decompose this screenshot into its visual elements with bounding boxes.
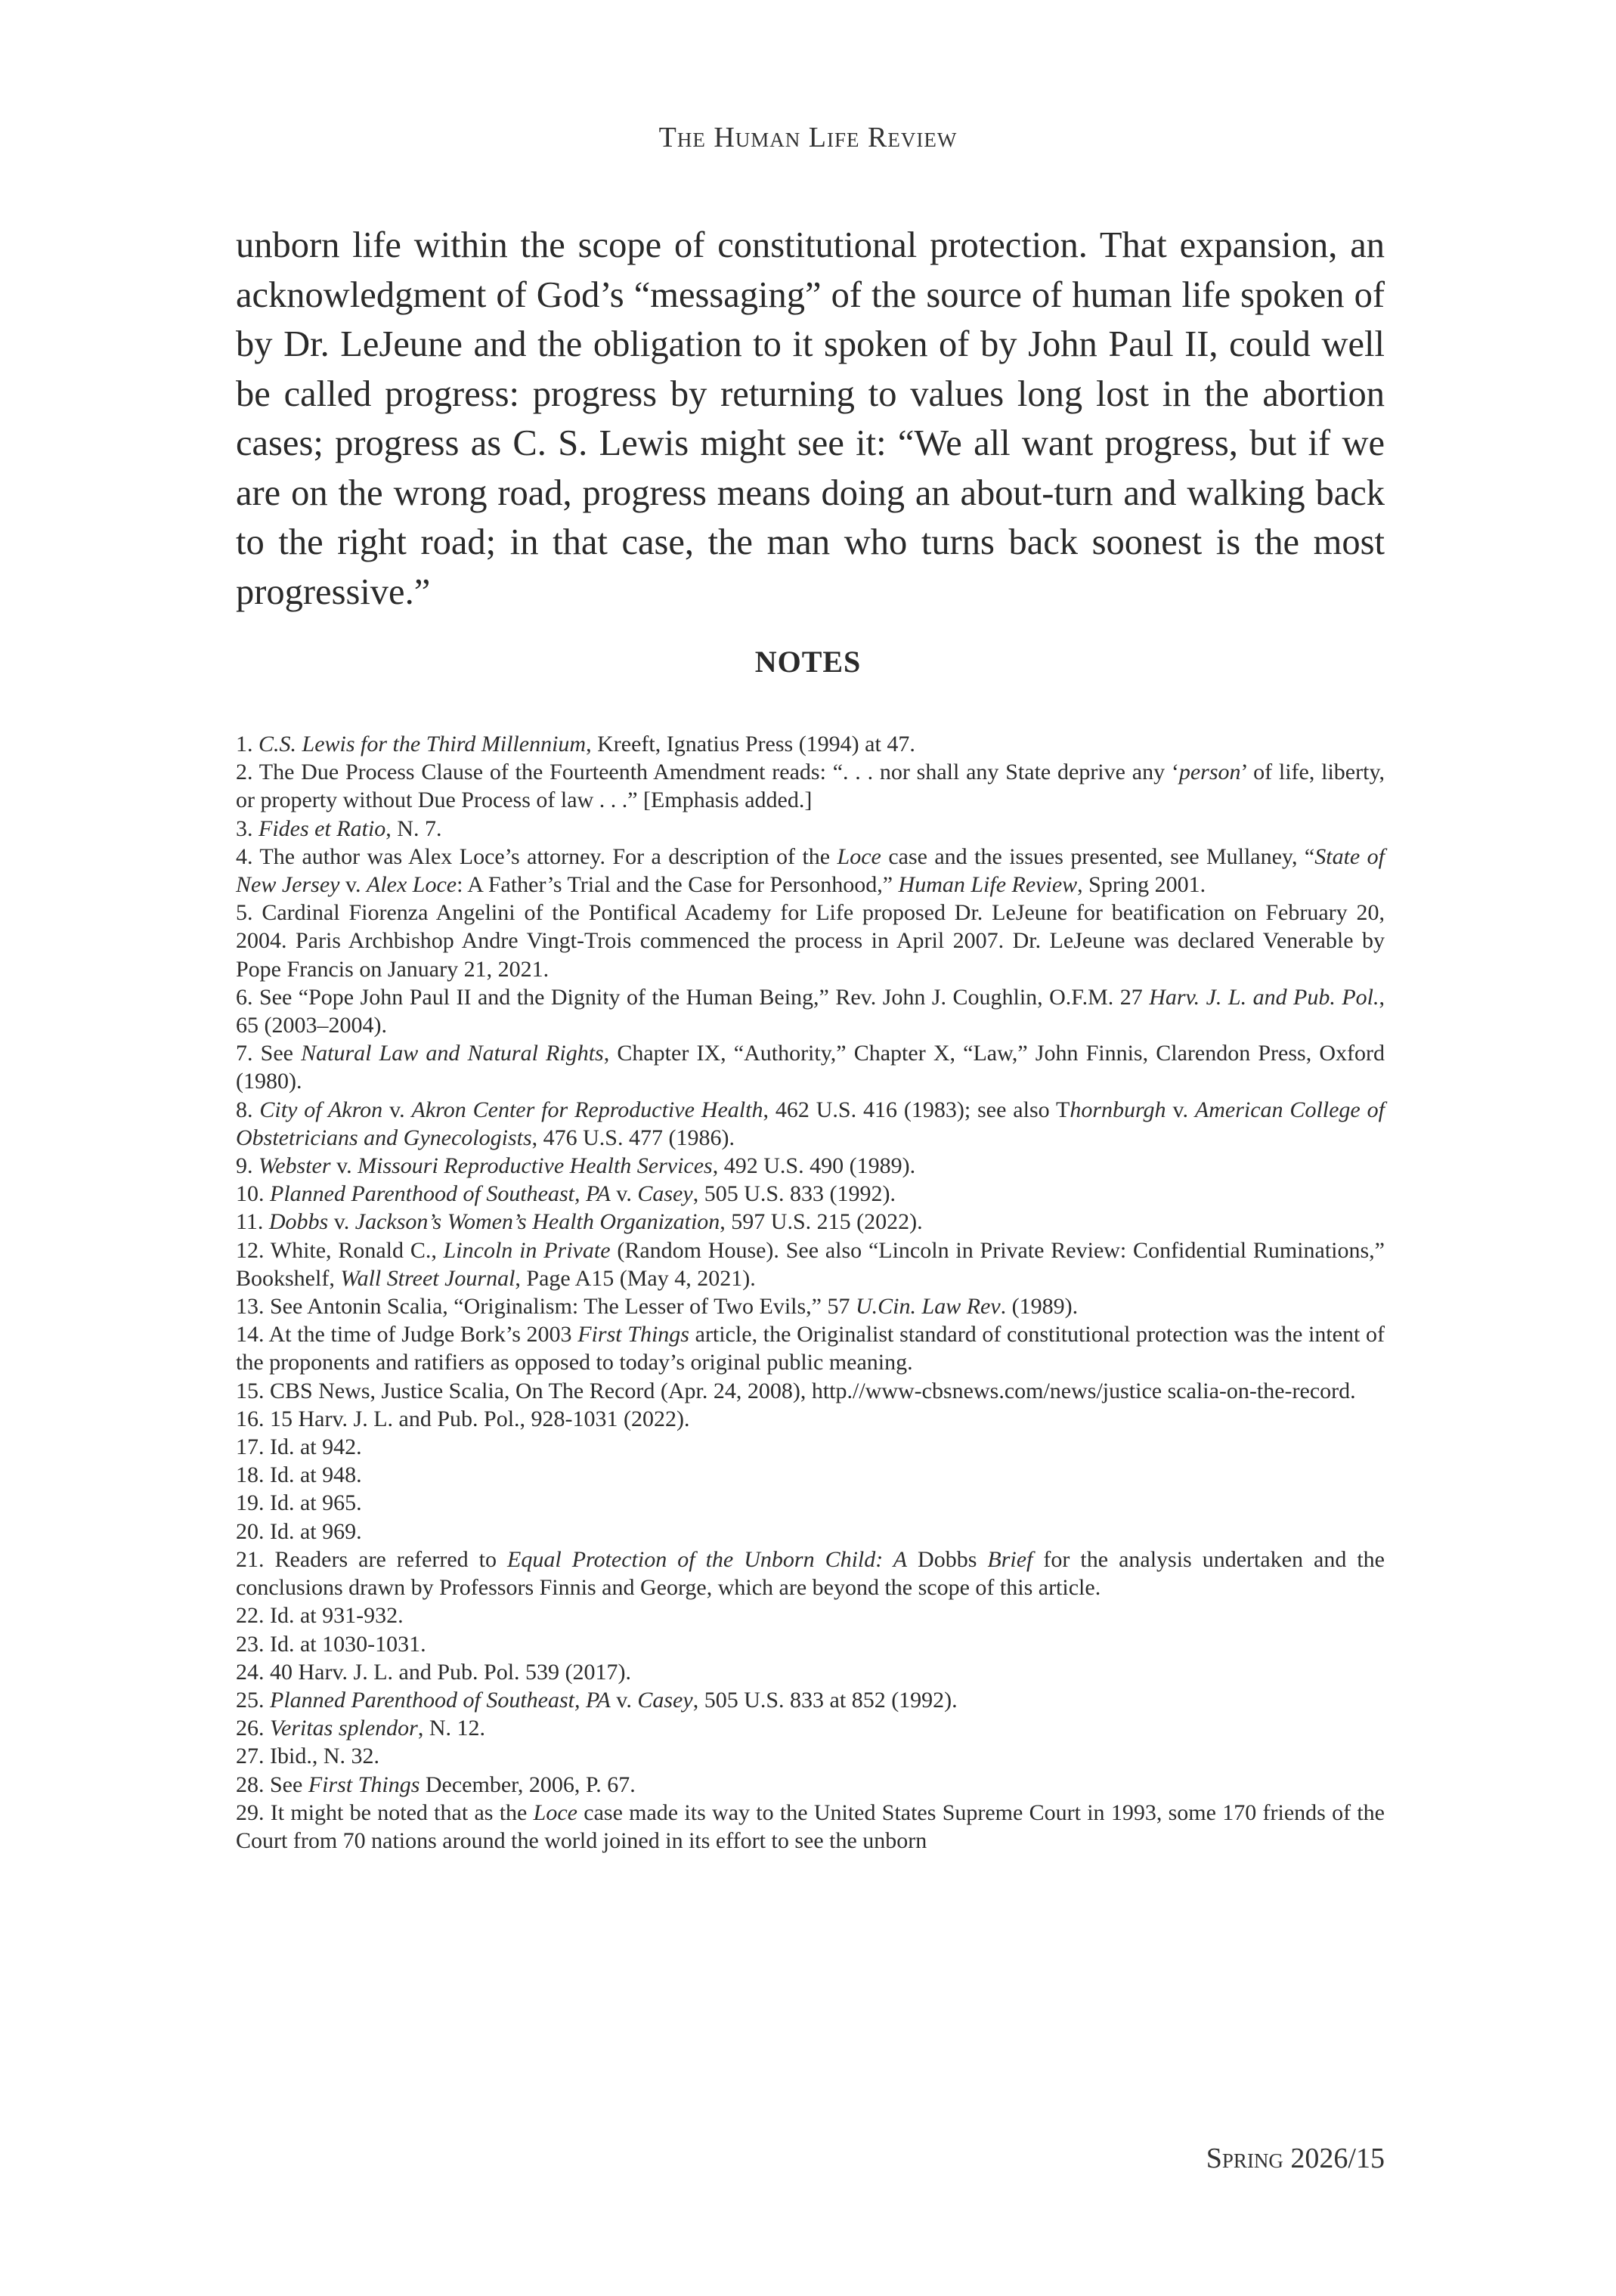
note-text: case made its way to the United States Supreme Court in 1993, some 170 friends of the Court from 70 nations around the world joined in its effort to see the unborn: [236, 1799, 1385, 1853]
note-text: (Random House). See also “Lincoln in Private Review: Confidential Ruminations,” Bookshelf,: [236, 1237, 1385, 1291]
note-text: 18. Id. at 948.: [236, 1462, 362, 1488]
note-text: , 597 U.S. 215 (2022).: [720, 1209, 923, 1235]
note-italic-text: Loce: [837, 843, 881, 869]
note-text: v.: [339, 872, 367, 898]
note-item: [236, 1292, 1385, 1320]
note-text: 12. White, Ronald C.,: [236, 1237, 444, 1263]
note-italic-text: Planned Parenthood of Southeast, PA: [270, 1181, 611, 1207]
note-item: [236, 1152, 1385, 1180]
note-text: v.: [330, 1153, 358, 1179]
note-italic-text: Loce: [533, 1799, 577, 1825]
note-text: , 505 U.S. 833 at 852 (1992).: [692, 1687, 958, 1713]
note-item: [236, 983, 1385, 1039]
note-item: [236, 1714, 1385, 1742]
note-text: 10.: [236, 1181, 270, 1207]
note-italic-text: Casey: [637, 1687, 693, 1713]
note-italic-text: hornburgh: [1070, 1097, 1166, 1122]
note-text: 15. CBS News, Justice Scalia, On The Record (Apr. 24, 2008), http.//www-cbsnews.com/news/justice scalia-on-the-record.: [236, 1378, 1356, 1403]
note-text: 28. See: [236, 1772, 308, 1797]
body-text: [236, 221, 1385, 617]
note-text: 5. Cardinal Fiorenza Angelini of the Pontifical Academy for Life proposed Dr. LeJeune for beatification on February 20, 2004. Paris Archbishop Andre Vingt-Trois commenced the process in April 2007. Dr. LeJeune was declared Venerable by Pope Francis on January 21, 2021.: [236, 900, 1385, 982]
note-text: : A Father’s Trial and the Case for Personhood,”: [457, 872, 899, 898]
note-item: [236, 1771, 1385, 1799]
note-italic-text: person: [1178, 760, 1241, 785]
note-italic-text: Wall Street Journal: [340, 1265, 515, 1291]
note-item: [236, 1236, 1385, 1292]
notes-heading: NOTES: [754, 645, 862, 679]
note-italic-text: Natural Law and Natural Rights: [301, 1041, 604, 1066]
note-italic-text: Casey: [637, 1181, 693, 1207]
note-text: 3.: [236, 815, 258, 841]
note-text: 19. Id. at 965.: [236, 1490, 362, 1516]
note-italic-text: Brief: [987, 1546, 1033, 1572]
page-folio: Spring 2026/15: [1206, 2143, 1385, 2174]
note-text: 7. See: [236, 1041, 302, 1066]
note-italic-text: Dobbs: [268, 1209, 329, 1235]
note-text: , Page A15 (May 4, 2021).: [515, 1265, 756, 1291]
note-text: 13. See Antonin Scalia, “Originalism: The Lesser of Two Evils,” 57: [236, 1294, 856, 1320]
note-italic-text: Akron Center for Reproductive Health: [411, 1097, 763, 1122]
running-header: The Human Life Review: [658, 122, 958, 153]
note-text: 2. The Due Process Clause of the Fourteenth Amendment reads: “. . . nor shall any State deprive any ‘: [236, 760, 1179, 785]
notes-list: [236, 730, 1385, 1855]
note-text: 11.: [236, 1209, 269, 1235]
note-text: 26.: [236, 1716, 270, 1741]
note-text: , 462 U.S. 416 (1983); see also T: [763, 1097, 1070, 1122]
note-text: for the analysis undertaken and the conclusions drawn by Professors Finnis and George, which are beyond the scope of this article.: [236, 1546, 1385, 1601]
note-italic-text: Human Life Review: [898, 872, 1078, 898]
note-italic-text: Planned Parenthood of Southeast, PA: [270, 1687, 611, 1713]
note-text: , Spring 2001.: [1077, 872, 1206, 898]
note-text: , 65 (2003–2004).: [236, 984, 1385, 1038]
note-item: [236, 1208, 1385, 1236]
note-italic-text: City of Akron: [259, 1097, 383, 1122]
note-text: v.: [610, 1687, 638, 1713]
note-item: [236, 1658, 1385, 1686]
note-text: v.: [382, 1097, 412, 1122]
note-text: 29. It might be noted that as the: [236, 1799, 534, 1825]
note-text: , 505 U.S. 833 (1992).: [692, 1181, 896, 1207]
note-text: Dobbs: [907, 1546, 988, 1572]
note-text: , N. 7.: [385, 815, 442, 841]
note-item: [236, 1630, 1385, 1658]
note-text: 6. See “Pope John Paul II and the Dignity of the Human Being,” Rev. John J. Coughlin, O.F.M. 27: [236, 984, 1150, 1010]
note-text: article, the Originalist standard of constitutional protection was the intent of the proponents and ratifiers as opposed to today’s original public meaning.: [236, 1322, 1385, 1375]
note-text: 17. Id. at 942.: [236, 1434, 362, 1460]
note-text: , Chapter IX, “Authority,” Chapter X, “Law,” John Finnis, Clarendon Press, Oxford (1980).: [236, 1041, 1385, 1094]
body-paragraph: unborn life within the scope of constitutional protection. That expansion, an acknowledgment of God’s “messaging” of the source of human life spoken of by Dr. LeJeune and the obligation to it spoken of by John Paul II, could well be called progress: progress by returning to values long lost in the abortion cases; progress as C. S. Lewis might see it: “We all want progress, but if we are on the wrong road, progress means doing an about-turn and walking back to the right road; in that case, the man who turns back soonest is the most progressive.”: [236, 225, 1385, 612]
note-text: 16. 15 Harv. J. L. and Pub. Pol., 928-1031 (2022).: [236, 1406, 690, 1431]
note-item: [236, 730, 1385, 758]
note-item: [236, 1039, 1385, 1095]
note-text: v.: [1166, 1097, 1195, 1122]
note-italic-text: American College of Obstetricians and Gynecologists: [236, 1097, 1385, 1150]
note-italic-text: Fides et Ratio: [258, 815, 386, 841]
note-item: [236, 1518, 1385, 1546]
note-text: 4. The author was Alex Loce’s attorney. For a description of the: [236, 843, 837, 869]
note-text: case and the issues presented, see Mullaney, “: [881, 843, 1315, 869]
note-item: [236, 1546, 1385, 1601]
note-item: [236, 1489, 1385, 1517]
note-item: [236, 843, 1385, 899]
note-item: [236, 1096, 1385, 1152]
note-text: 9.: [236, 1153, 258, 1179]
note-item: [236, 1405, 1385, 1433]
note-item: [236, 1601, 1385, 1629]
note-text: ’ of life, liberty, or property without Due Process of law . . .” [Emphasis added.]: [236, 760, 1385, 813]
note-italic-text: U.Cin. Law Rev: [856, 1294, 1001, 1320]
note-text: 14. At the time of Judge Bork’s 2003: [236, 1322, 578, 1348]
note-item: [236, 1461, 1385, 1489]
note-text: 21. Readers are referred to: [236, 1546, 508, 1572]
note-italic-text: First Things: [308, 1772, 420, 1797]
note-italic-text: Harv. J. L. and Pub. Pol.: [1149, 984, 1379, 1010]
note-text: v.: [610, 1181, 638, 1207]
note-item: [236, 1377, 1385, 1405]
note-text: 24. 40 Harv. J. L. and Pub. Pol. 539 (2017).: [236, 1659, 632, 1685]
note-item: [236, 1742, 1385, 1770]
note-text: 23. Id. at 1030-1031.: [236, 1631, 426, 1657]
note-text: , 492 U.S. 490 (1989).: [712, 1153, 916, 1179]
note-italic-text: Lincoln in Private: [443, 1237, 611, 1263]
note-italic-text: Alex Loce: [367, 872, 457, 898]
note-italic-text: C.S. Lewis for the Third Millennium: [258, 732, 587, 757]
note-italic-text: First Things: [577, 1322, 689, 1348]
note-item: [236, 1433, 1385, 1461]
note-text: , N. 12.: [417, 1716, 486, 1741]
note-text: , 476 U.S. 477 (1986).: [531, 1125, 735, 1150]
note-item: [236, 1799, 1385, 1855]
note-text: December, 2006, P. 67.: [419, 1772, 636, 1797]
note-item: [236, 815, 1385, 843]
note-text: 25.: [236, 1687, 270, 1713]
note-text: 1.: [236, 732, 258, 757]
note-text: 22. Id. at 931-932.: [236, 1603, 404, 1629]
note-text: , Kreeft, Ignatius Press (1994) at 47.: [586, 732, 915, 757]
note-italic-text: Jackson’s Women’s Health Organization: [354, 1209, 720, 1235]
note-item: [236, 1686, 1385, 1714]
note-text: 20. Id. at 969.: [236, 1518, 362, 1544]
note-italic-text: Missouri Reproductive Health Services: [358, 1153, 713, 1179]
note-text: . (1989).: [1000, 1294, 1079, 1320]
note-item: [236, 1180, 1385, 1208]
note-text: 8.: [236, 1097, 260, 1122]
note-italic-text: Equal Protection of the Unborn Child: A: [507, 1546, 908, 1572]
note-italic-text: State of New Jersey: [236, 843, 1385, 898]
note-item: [236, 758, 1385, 814]
note-text: 27. Ibid., N. 32.: [236, 1744, 379, 1769]
note-italic-text: Webster: [258, 1153, 331, 1179]
note-item: [236, 899, 1385, 983]
note-italic-text: Veritas splendor: [270, 1716, 418, 1741]
note-item: [236, 1320, 1385, 1376]
note-text: v.: [328, 1209, 355, 1235]
